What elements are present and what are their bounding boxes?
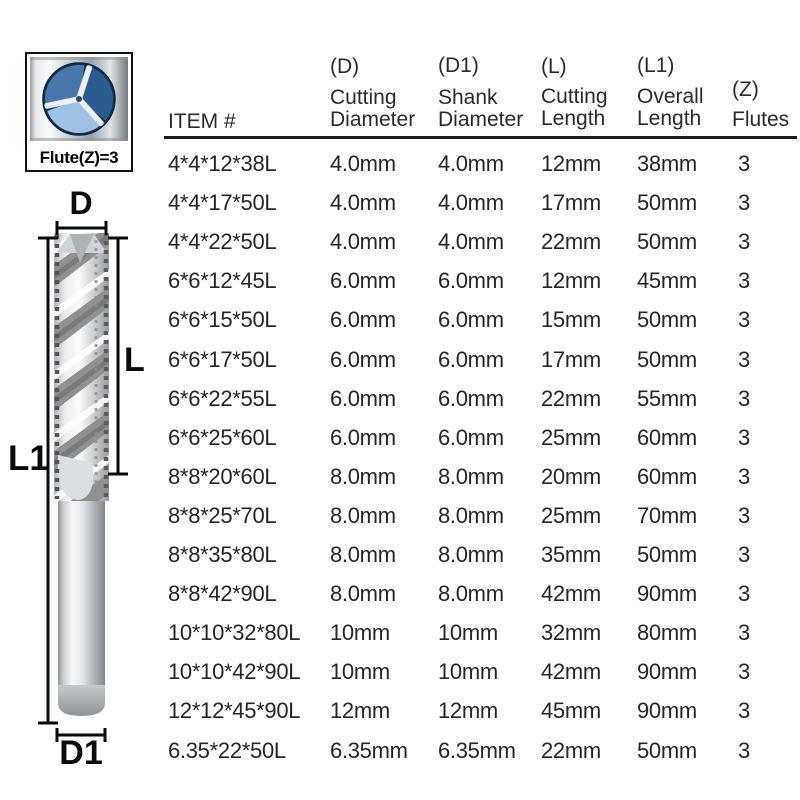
table-cell: 22mm — [541, 229, 601, 255]
table-cell: 4.0mm — [438, 229, 504, 255]
table-cell: 3 — [738, 151, 750, 176]
table-cell: 6*6*22*55L — [168, 385, 277, 411]
table-cell: 20mm — [541, 463, 601, 489]
column-header-l1-line2: Length — [637, 107, 702, 130]
table-cell: 25mm — [541, 502, 601, 528]
table-cell: 4*4*12*38L — [168, 151, 277, 176]
column-header-l1-code: (L1) — [637, 54, 675, 77]
flute-cross-section-image — [29, 56, 129, 142]
table-row — [0, 574, 800, 613]
table-cell: 22mm — [541, 385, 601, 411]
table-cell: 10mm — [330, 620, 390, 646]
table-cell: 4.0mm — [330, 229, 396, 255]
column-header-z-line1: Flutes — [732, 108, 790, 131]
table-cell: 6.0mm — [330, 268, 396, 294]
table-cell: 90mm — [637, 698, 697, 724]
dim-label-cutting-length: L — [124, 341, 145, 379]
table-cell: 50mm — [637, 229, 697, 255]
table-cell: 4*4*22*50L — [168, 229, 277, 255]
table-cell: 90mm — [637, 659, 697, 685]
table-row — [0, 652, 800, 691]
table-cell: 12mm — [541, 151, 601, 176]
table-cell: 6*6*15*50L — [168, 307, 277, 333]
table-cell: 6.0mm — [438, 268, 504, 294]
table-cell: 6.0mm — [438, 307, 504, 333]
table-cell: 8.0mm — [438, 463, 504, 489]
table-cell: 12*12*45*90L — [168, 698, 301, 724]
table-cell: 6.0mm — [438, 346, 504, 372]
table-cell: 3 — [738, 737, 750, 763]
table-cell: 4.0mm — [330, 151, 396, 176]
table-cell: 6.0mm — [330, 307, 396, 333]
dim-label-shank-diameter: D1 — [59, 734, 103, 772]
table-cell: 10mm — [438, 659, 498, 685]
table-cell: 3 — [738, 620, 750, 646]
table-cell: 8*8*42*90L — [168, 581, 277, 607]
column-header-l-line1: Cutting — [541, 85, 608, 108]
table-cell: 35mm — [541, 542, 601, 567]
table-cell: 6*6*17*50L — [168, 346, 277, 372]
table-row — [0, 379, 800, 418]
dim-label-overall-length: L1 — [8, 439, 49, 478]
column-header-z-code: (Z) — [732, 78, 759, 101]
table-cell: 6.35*22*50L — [168, 737, 286, 763]
table-cell: 3 — [738, 229, 750, 255]
table-cell: 17mm — [541, 190, 601, 216]
table-cell: 8.0mm — [330, 581, 396, 607]
column-header-item: ITEM # — [168, 110, 236, 133]
table-cell: 6.0mm — [438, 424, 504, 450]
table-cell: 3 — [738, 424, 750, 450]
table-cell: 6.0mm — [330, 424, 396, 450]
table-cell: 32mm — [541, 620, 601, 646]
flute-count-label: Flute(Z)=3 — [39, 148, 119, 167]
table-cell: 4.0mm — [330, 190, 396, 216]
table-cell: 25mm — [541, 424, 601, 450]
table-cell: 3 — [738, 542, 750, 567]
table-row — [0, 691, 800, 730]
table-cell: 8*8*25*70L — [168, 502, 277, 528]
table-cell: 50mm — [637, 737, 697, 763]
table-cell: 6.0mm — [438, 385, 504, 411]
table-cell: 10*10*42*90L — [168, 659, 301, 685]
table-cell: 12mm — [330, 698, 390, 724]
column-header-l-code: (L) — [541, 55, 567, 78]
table-cell: 3 — [738, 581, 750, 607]
table-cell: 6*6*25*60L — [168, 424, 277, 450]
table-cell: 90mm — [637, 581, 697, 607]
table-cell: 12mm — [438, 698, 498, 724]
table-row — [0, 418, 800, 457]
column-header-l1-line1: Overall — [637, 85, 704, 108]
table-cell: 10mm — [330, 659, 390, 685]
table-row — [0, 183, 800, 222]
table-cell: 3 — [738, 190, 750, 216]
table-cell: 6.35mm — [438, 737, 516, 763]
table-cell: 3 — [738, 268, 750, 294]
column-header-d1-line1: Shank — [438, 86, 498, 109]
table-cell: 50mm — [637, 190, 697, 216]
table-cell: 6*6*12*45L — [168, 268, 277, 294]
table-cell: 42mm — [541, 659, 601, 685]
table-row — [0, 222, 800, 261]
table-row — [0, 496, 800, 535]
column-header-d-line1: Cutting — [330, 86, 397, 109]
table-cell: 8*8*35*80L — [168, 542, 277, 567]
table-cell: 6.35mm — [330, 737, 408, 763]
table-header-rule — [164, 136, 797, 139]
table-row — [0, 300, 800, 339]
table-cell: 12mm — [541, 268, 601, 294]
column-header-d1-line2: Diameter — [438, 108, 524, 131]
table-cell: 3 — [738, 463, 750, 489]
table-cell: 22mm — [541, 737, 601, 763]
table-cell: 42mm — [541, 581, 601, 607]
table-cell: 8.0mm — [438, 581, 504, 607]
table-cell: 3 — [738, 385, 750, 411]
table-row — [0, 613, 800, 652]
table-cell: 4*4*17*50L — [168, 190, 277, 216]
table-cell: 8*8*20*60L — [168, 463, 277, 489]
table-cell: 8.0mm — [438, 502, 504, 528]
table-cell: 3 — [738, 346, 750, 372]
table-cell: 8.0mm — [330, 463, 396, 489]
table-cell: 3 — [738, 502, 750, 528]
table-cell: 60mm — [637, 463, 697, 489]
table-cell: 45mm — [637, 268, 697, 294]
column-header-d-code: (D) — [330, 55, 360, 78]
table-cell: 8.0mm — [330, 502, 396, 528]
table-cell: 38mm — [637, 151, 697, 176]
table-cell: 45mm — [541, 698, 601, 724]
table-cell: 6.0mm — [330, 346, 396, 372]
table-cell: 8.0mm — [438, 542, 504, 567]
table-cell: 4.0mm — [438, 190, 504, 216]
table-cell: 6.0mm — [330, 385, 396, 411]
table-cell: 8.0mm — [330, 542, 396, 567]
column-header-l-line2: Length — [541, 107, 606, 130]
table-cell: 70mm — [637, 502, 697, 528]
table-cell: 3 — [738, 659, 750, 685]
table-cell: 10mm — [438, 620, 498, 646]
table-cell: 17mm — [541, 346, 601, 372]
table-row — [0, 731, 800, 770]
table-cell: 4.0mm — [438, 151, 504, 176]
table-cell: 15mm — [541, 307, 601, 333]
column-header-d-line2: Diameter — [330, 108, 416, 131]
table-cell: 50mm — [637, 346, 697, 372]
table-cell: 55mm — [637, 385, 697, 411]
table-cell: 50mm — [637, 307, 697, 333]
table-row — [0, 261, 800, 300]
table-cell: 3 — [738, 698, 750, 724]
table-row — [0, 535, 800, 574]
column-header-d1-code: (D1) — [438, 54, 479, 77]
table-cell: 60mm — [637, 424, 697, 450]
table-cell: 50mm — [637, 542, 697, 567]
table-row — [0, 144, 800, 183]
table-cell: 10*10*32*80L — [168, 620, 301, 646]
table-cell: 3 — [738, 307, 750, 333]
table-row — [0, 457, 800, 496]
table-row — [0, 340, 800, 379]
table-cell: 80mm — [637, 620, 697, 646]
dim-label-cutting-diameter: D — [69, 185, 93, 221]
